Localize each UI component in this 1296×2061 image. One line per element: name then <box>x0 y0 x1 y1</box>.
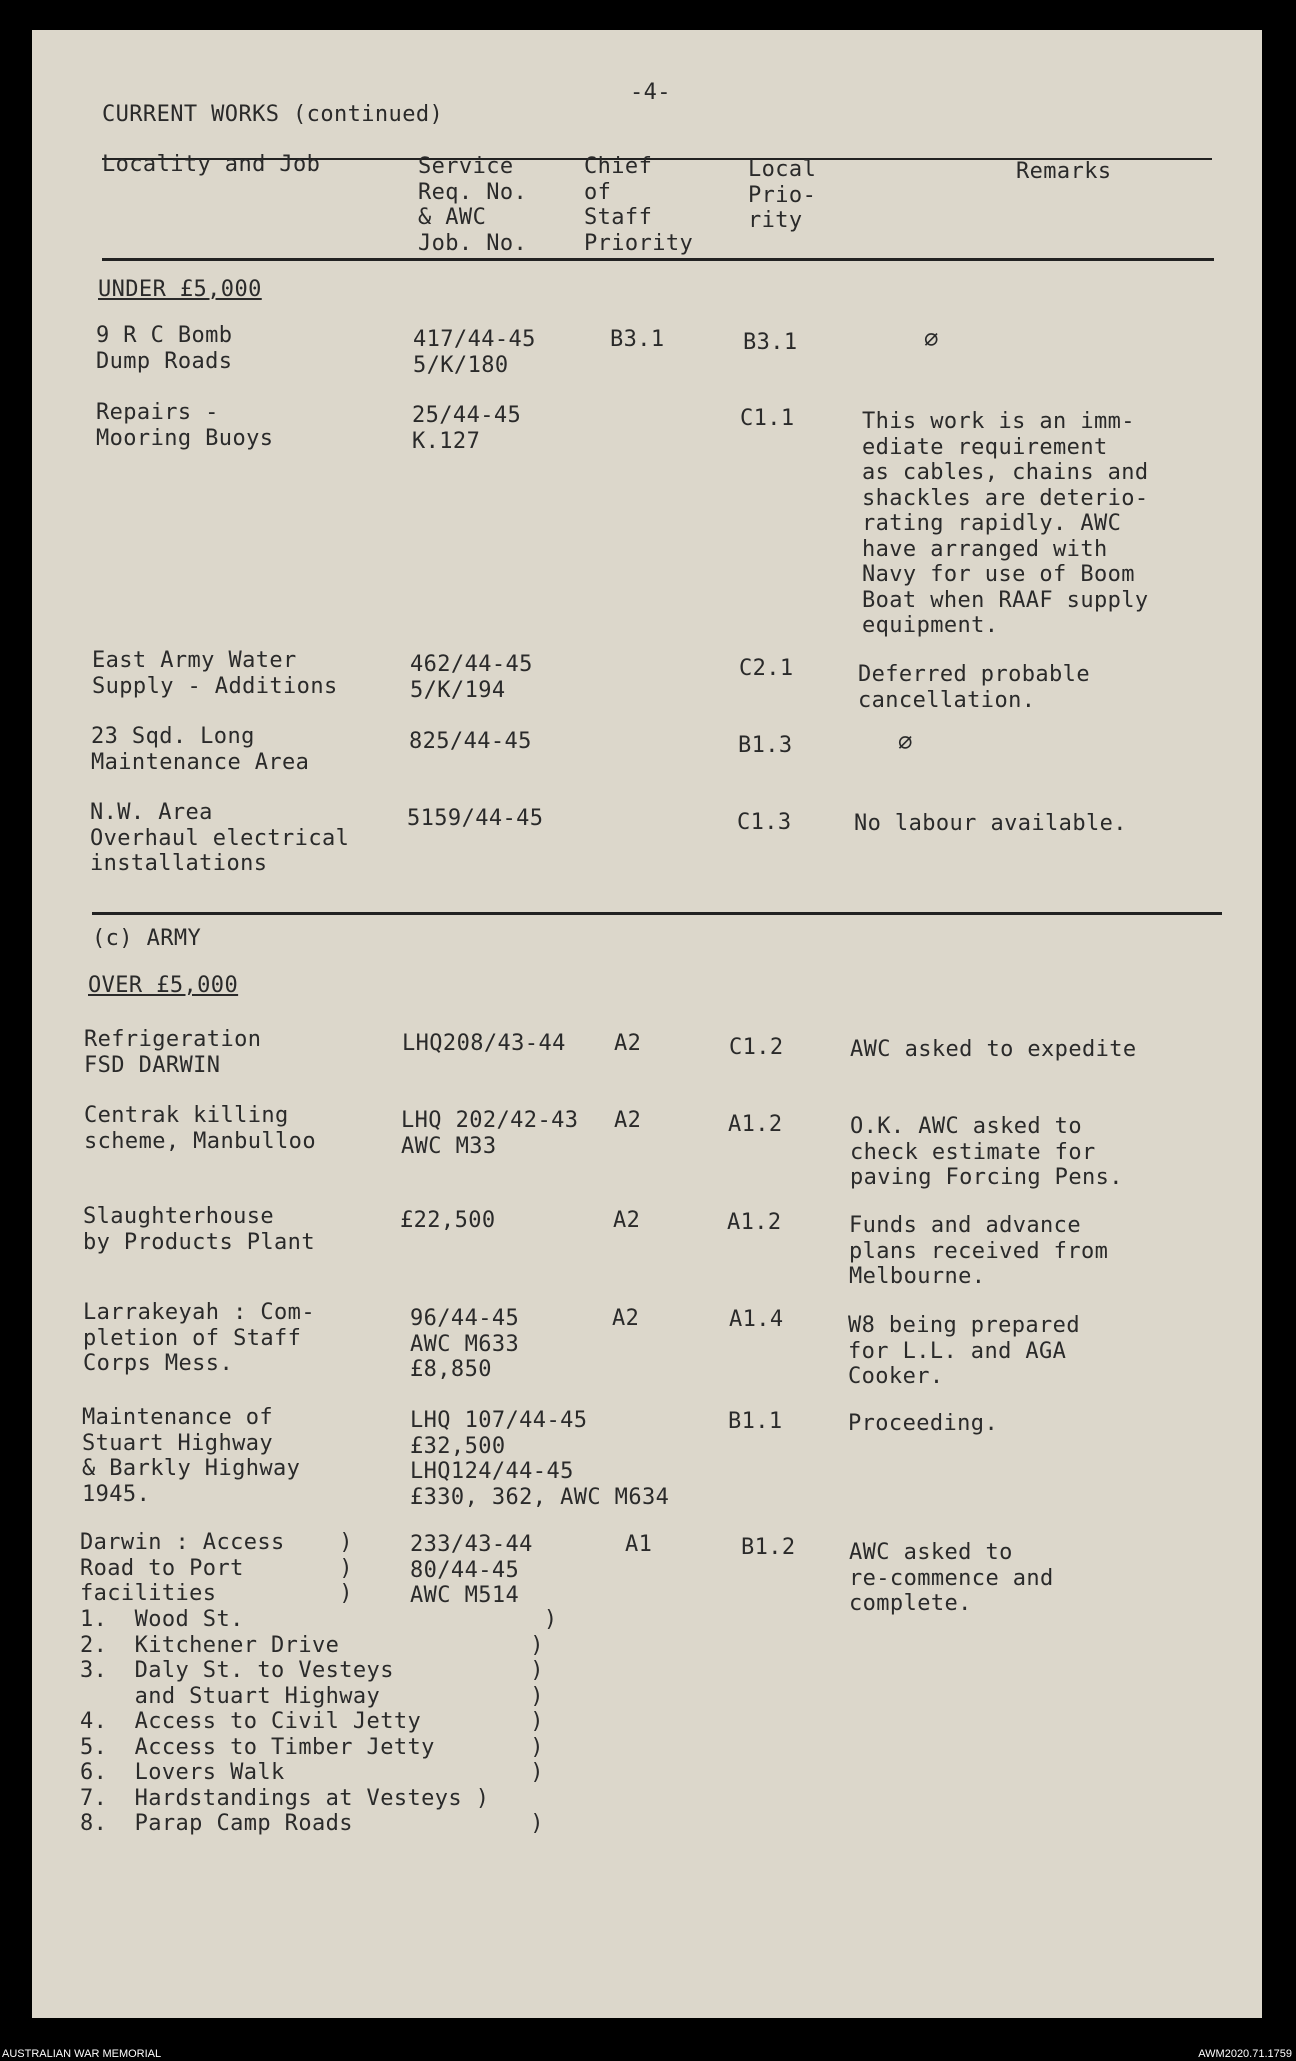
row-local-priority: B1.3 <box>738 733 793 758</box>
row-local-priority: C2.1 <box>739 656 794 681</box>
header-bottom-rule <box>102 258 1214 261</box>
row-service: 825/44-45 <box>409 729 532 754</box>
footer-left: AUSTRALIAN WAR MEMORIAL <box>2 2048 162 2060</box>
sub-items-list: 1. Wood St. ) 2. Kitchener Drive ) 3. Daly St. to Vesteys ) and Stuart Highway ) 4. Access to Civil Jetty ) 5. Access to Timber Jetty ) 6. Lovers Walk ) 7. Hardstandings at Vesteys ) 8. Parap Camp Roads ) <box>80 1607 558 1836</box>
row-service: LHQ 107/44-45 £32,500 LHQ124/44-45 £330, 362, AWC M634 <box>410 1408 670 1510</box>
row-service: 5159/44-45 <box>407 806 544 831</box>
row-locality: 23 Sqd. Long Maintenance Area <box>91 724 310 775</box>
row-local-priority: A1.4 <box>729 1307 784 1332</box>
row-remarks: Funds and advance plans received from Melbourne. <box>849 1213 1109 1289</box>
footer-right: AWM2020.71.1759 <box>1198 2048 1292 2060</box>
row-chief-priority: A2 <box>614 1031 642 1056</box>
document-heading: CURRENT WORKS (continued) <box>102 102 444 127</box>
row-chief-priority: A2 <box>612 1306 640 1331</box>
row-local-priority: B3.1 <box>743 330 798 355</box>
section-divider <box>92 912 1222 915</box>
row-chief-priority: B3.1 <box>610 327 665 352</box>
row-local-priority: C1.2 <box>729 1035 784 1060</box>
row-locality: Slaughterhouse by Products Plant <box>83 1204 315 1255</box>
row-local-priority: A1.2 <box>727 1210 782 1235</box>
row-service: 417/44-45 5/K/180 <box>413 327 536 378</box>
row-service: LHQ 202/42-43 AWC M33 <box>401 1108 579 1159</box>
row-locality: 9 R C Bomb Dump Roads <box>96 323 233 374</box>
col-locality-header: Locality and Job <box>102 152 321 177</box>
row-service: 233/43-44 80/44-45 AWC M514 <box>410 1532 533 1608</box>
col-service-header: Service Req. No. & AWC Job. No. <box>418 154 528 256</box>
row-local-priority: A1.2 <box>728 1112 783 1137</box>
col-remarks-header: Remarks <box>1016 159 1112 184</box>
row-service: 462/44-45 5/K/194 <box>410 652 533 703</box>
row-local-priority: B1.1 <box>728 1409 783 1434</box>
row-remarks: O.K. AWC asked to check estimate for paving Forcing Pens. <box>850 1114 1123 1190</box>
row-remarks: ∅ <box>924 325 939 353</box>
row-locality: Darwin : Access ) Road to Port ) facilities ) <box>80 1530 353 1606</box>
row-service: LHQ208/43-44 <box>402 1031 566 1056</box>
row-locality: Larrakeyah : Com- pletion of Staff Corps Mess. <box>83 1300 315 1376</box>
page-number: -4- <box>630 80 671 105</box>
row-local-priority: B1.2 <box>741 1535 796 1560</box>
row-remarks: Deferred probable cancellation. <box>858 662 1090 713</box>
row-local-priority: C1.3 <box>737 810 792 835</box>
row-remarks: AWC asked to re-commence and complete. <box>849 1540 1054 1616</box>
row-chief-priority: A1 <box>625 1532 653 1557</box>
section-army: (c) ARMY <box>92 926 202 951</box>
row-chief-priority: A2 <box>613 1208 641 1233</box>
document-page <box>32 30 1262 2018</box>
row-service: 25/44-45 K.127 <box>412 403 522 454</box>
row-locality: Maintenance of Stuart Highway & Barkly Highway 1945. <box>82 1405 301 1507</box>
row-locality: East Army Water Supply - Additions <box>92 648 338 699</box>
row-service: £22,500 <box>400 1208 496 1233</box>
row-remarks: ∅ <box>898 728 913 756</box>
row-remarks: W8 being prepared for L.L. and AGA Cooker. <box>848 1313 1080 1389</box>
row-remarks: This work is an imm- ediate requirement as cables, chains and shackles are deterio- rating rapidly. AWC have arranged with Navy for use of Boom Boat when RAAF supply equipment. <box>862 409 1149 638</box>
row-remarks: No labour available. <box>854 811 1127 836</box>
row-locality: Refrigeration FSD DARWIN <box>84 1027 262 1078</box>
section-over-5000: OVER £5,000 <box>88 973 239 998</box>
row-locality: Repairs - Mooring Buoys <box>96 400 274 451</box>
row-chief-priority: A2 <box>614 1108 642 1133</box>
col-chief-header: Chief of Staff Priority <box>584 154 694 256</box>
row-remarks: Proceeding. <box>848 1411 999 1436</box>
row-local-priority: C1.1 <box>740 406 795 431</box>
row-service: 96/44-45 AWC M633 £8,850 <box>410 1306 520 1382</box>
row-locality: Centrak killing scheme, Manbulloo <box>84 1103 316 1154</box>
row-locality: N.W. Area Overhaul electrical installations <box>90 800 350 876</box>
col-local-header: Local Prio- rity <box>748 157 817 233</box>
section-under-5000: UNDER £5,000 <box>98 277 262 302</box>
row-remarks: AWC asked to expedite <box>850 1037 1137 1062</box>
